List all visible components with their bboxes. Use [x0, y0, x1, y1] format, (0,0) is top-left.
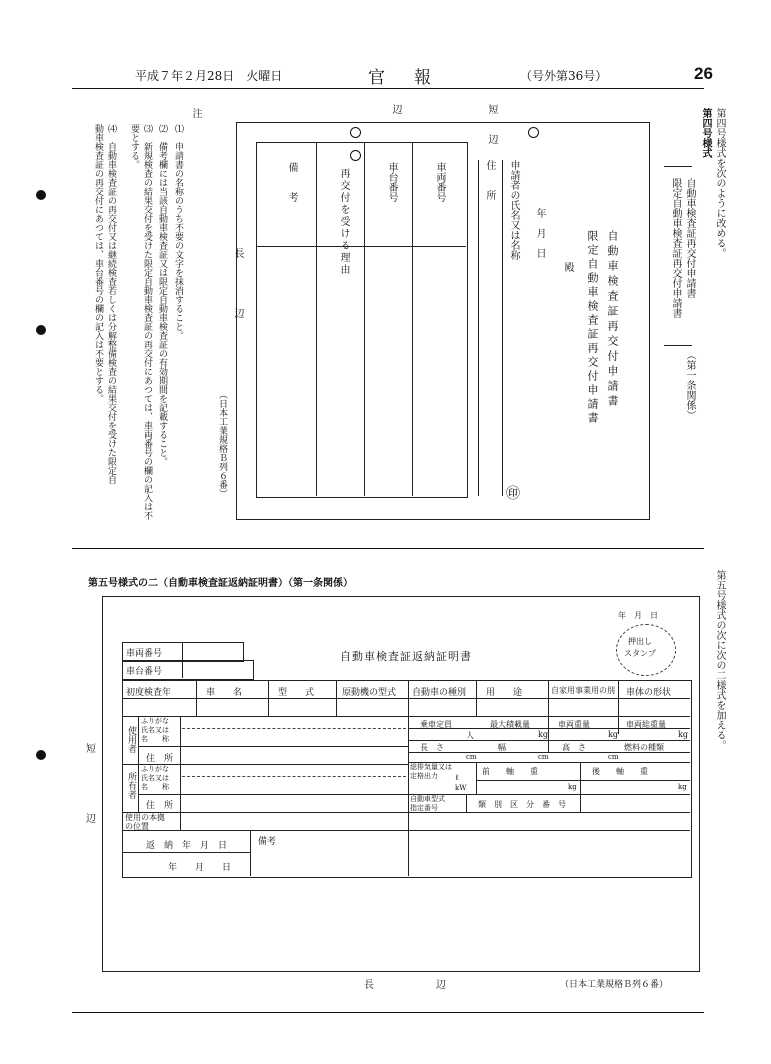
- form5-use-location: 使用の本拠 の位置: [125, 813, 165, 831]
- form4-inner-title1: 自動車検査証再交付申請書: [606, 230, 619, 410]
- spec-weight: 車両重量: [558, 720, 590, 729]
- form4-address-line: [478, 160, 479, 496]
- form5-chassis-no: 車台番号: [126, 667, 163, 677]
- form4-short-side-label-2: 辺: [390, 104, 401, 114]
- form4-long-side: 長 辺: [232, 248, 243, 328]
- spec-gross-weight: 車両総重量: [626, 720, 666, 729]
- spec-div-type: [466, 794, 467, 812]
- col-purpose: 用 途: [486, 688, 523, 698]
- spec-rule-2: [408, 740, 690, 741]
- col-vehicle-type: 自動車の種別: [412, 688, 467, 698]
- form5-owner-name-line: [182, 776, 406, 777]
- col-div-4: [408, 680, 409, 876]
- user-row-rule: [138, 746, 408, 747]
- unit-kg-3: kg: [678, 730, 688, 739]
- col-make: 車 名: [206, 688, 243, 698]
- unit-l: ℓ: [455, 773, 459, 782]
- form5-vehicle-no-divider: [182, 642, 183, 660]
- unit-person: 人: [466, 731, 474, 740]
- col-first-inspection: 初度検査年: [126, 688, 172, 698]
- col-div-2: [268, 680, 269, 716]
- use-location-div: [180, 812, 181, 830]
- spec-fuel: 燃料の種類: [624, 743, 664, 752]
- spec-front-axle: 前 軸 重: [482, 767, 538, 776]
- return-top-rule: [122, 830, 690, 831]
- form5-user-address: 住 所: [146, 754, 174, 764]
- form5-standard: （日本工業規格Ｂ列６番）: [560, 980, 669, 990]
- spec-div-disp: [476, 762, 477, 794]
- page-number: 26: [694, 64, 713, 83]
- form4-table-header-rule: [256, 246, 466, 247]
- form4-note-4: ⑷ 自動車検査証の再交付又は継続検査若しくは分解整備検査の結果交付を受けた限定自動車検査証の再交付にあつては、車台番号の欄の記入は不要とする。: [93, 124, 116, 484]
- form5-return-ymd: 年 月 日: [168, 863, 232, 873]
- unit-cm-1: cm: [466, 753, 477, 761]
- form5-user-name-line: [182, 728, 406, 729]
- header-date: 平成７年２月28日 火曜日: [135, 69, 283, 83]
- form4-table-col3: [316, 142, 317, 496]
- form4-address: 住 所: [484, 160, 495, 200]
- form4-row-vehicle-no: 車両番号: [434, 162, 445, 202]
- form5-long-side-2: 辺: [436, 980, 446, 991]
- form4-note-3: ⑶ 新規検査の結果交付を受けた限定自動車検査証の再交付にあつては、車両番号の欄の記入は不要とする。: [129, 124, 152, 520]
- header-issue: （号外第36号）: [520, 69, 608, 83]
- spec-rule-1: [408, 728, 690, 729]
- seal-mark: ㊞: [506, 486, 520, 502]
- spec-type-designation: 自動車型式 指定番号: [410, 795, 445, 812]
- form5-grid-row2-rule: [122, 716, 690, 717]
- form4-applicant-line: [502, 160, 503, 496]
- form4-bracket-bottom: [664, 345, 692, 346]
- form5-short-side-1: 短: [86, 744, 96, 755]
- owner-row-rule: [138, 794, 408, 795]
- form4-standard: （日本工業規格Ｂ列６番）: [217, 390, 227, 498]
- form4-label: 第四号様式: [700, 108, 711, 158]
- unit-cm-2: cm: [538, 753, 549, 761]
- owner-div-1: [138, 764, 139, 812]
- unit-kw: kW: [455, 784, 467, 792]
- unit-kg-5: kg: [678, 783, 687, 791]
- col-div-1: [196, 680, 197, 716]
- form5-return-date: 返 納 年 月 日: [146, 841, 228, 851]
- spec-class-no: 類 別 区 分 番 号: [478, 800, 566, 809]
- form4-bracket-top: [664, 166, 692, 167]
- form4-row-chassis-no: 車台番号: [386, 162, 397, 202]
- punch-mark-2: [350, 127, 361, 138]
- return-row-rule: [122, 852, 250, 853]
- form5-user-label: 使用者: [126, 726, 136, 753]
- form4-title2: 限定自動車検査証再交付申請書: [670, 178, 681, 318]
- form5-user-name-label: ふりがな 氏名又は 名 称: [141, 717, 169, 743]
- unit-kg-1: kg: [538, 730, 548, 739]
- unit-cm-3: cm: [608, 753, 619, 761]
- header-publication: 官 報: [368, 68, 437, 88]
- form4-table-col1: [412, 142, 413, 496]
- form4-row-remarks: 備 考: [286, 162, 297, 202]
- punch-mark-3: [350, 150, 361, 161]
- spec-width: 幅: [498, 743, 506, 752]
- form4-short-side-label: 短 辺: [486, 104, 497, 144]
- col-private-business: 自家用事業用の別: [551, 686, 615, 695]
- spec-capacity: 乗車定員: [420, 720, 452, 729]
- form4-relation: （第一条関係）: [684, 350, 695, 420]
- return-div: [250, 830, 251, 876]
- col-engine-model: 原動機の型式: [342, 688, 397, 698]
- binding-hole-1: [36, 190, 46, 200]
- form5-chassis-no-divider: [182, 660, 183, 678]
- user-div-1: [138, 716, 139, 764]
- form5-stamp-text: 押出し スタンプ: [624, 637, 656, 658]
- form5-remarks: 備考: [258, 837, 277, 847]
- punch-mark-1: [528, 127, 539, 138]
- form5-owner-address: 住 所: [146, 801, 174, 811]
- spec-max-load: 最大積載量: [490, 720, 530, 729]
- form5-heading: 第五号様式の二（自動車検査証返納証明書）（第一条関係）: [88, 578, 353, 589]
- form5-owner-name-label: ふりがな 氏名又は 名 称: [141, 765, 169, 791]
- binding-hole-2: [36, 325, 46, 335]
- col-div-5: [476, 680, 477, 716]
- form4-notes-label: 注: [190, 108, 201, 118]
- form4-inner-title2: 限定自動車検査証再交付申請書: [586, 230, 599, 426]
- header-rule: [72, 88, 704, 89]
- section-divider: [72, 548, 704, 549]
- form4-row-reason: 再交付を受ける理由: [338, 168, 349, 276]
- form5-long-side-1: 長: [364, 980, 374, 991]
- col-model: 型 式: [278, 688, 315, 698]
- spec-height: 高 さ: [562, 743, 586, 752]
- form5-grid-header-rule: [122, 698, 690, 699]
- spec-div-class: [580, 794, 581, 812]
- form4-title1: 自動車検査証再交付申請書: [684, 178, 695, 298]
- form5-side-note: 第五号様式の次に次の二様式を加える。: [714, 570, 725, 750]
- form4-intro: 第四号様式を次のように改める。: [714, 108, 725, 258]
- spec-rear-axle: 後 軸 重: [592, 767, 648, 776]
- spec-rule-5: [476, 780, 690, 781]
- col-div-3: [336, 680, 337, 716]
- unit-kg-4: kg: [568, 783, 577, 791]
- form4-note-1: ⑴ 申請書の名称のうち不要の文字を抹消すること。: [173, 124, 183, 340]
- form5-date: 年 月 日: [618, 611, 658, 620]
- form4-applicant: 申請者の氏名又は名称: [508, 160, 519, 260]
- form4-addressee: 殿: [562, 262, 573, 272]
- form5-owner-label: 所有者: [126, 772, 136, 799]
- spec-length: 長 さ: [420, 743, 444, 752]
- form4-date: 年 月 日: [534, 208, 545, 258]
- col-div-7: [618, 680, 619, 734]
- bottom-rule: [72, 1012, 704, 1013]
- binding-hole-3: [36, 750, 46, 760]
- form5-vehicle-no: 車両番号: [126, 649, 163, 659]
- spec-rule-3: [408, 752, 690, 753]
- form4-table-col2: [364, 142, 365, 496]
- spec-rule-7: [408, 812, 690, 813]
- col-body-shape: 車体の形状: [626, 688, 672, 698]
- unit-kg-2: kg: [608, 730, 618, 739]
- spec-displacement: 総排気量又は 定格出力: [410, 763, 452, 780]
- form4-note-2: ⑵ 備考欄には当該自動車検査証又は限定自動車検査証の有効期間を記載すること。: [157, 124, 167, 466]
- spec-div-axle: [580, 762, 581, 794]
- spec-rule-6: [408, 794, 690, 795]
- form5-short-side-2: 辺: [86, 814, 96, 825]
- col-div-6: [548, 680, 549, 752]
- form5-title: 自動車検査証返納証明書: [340, 650, 472, 663]
